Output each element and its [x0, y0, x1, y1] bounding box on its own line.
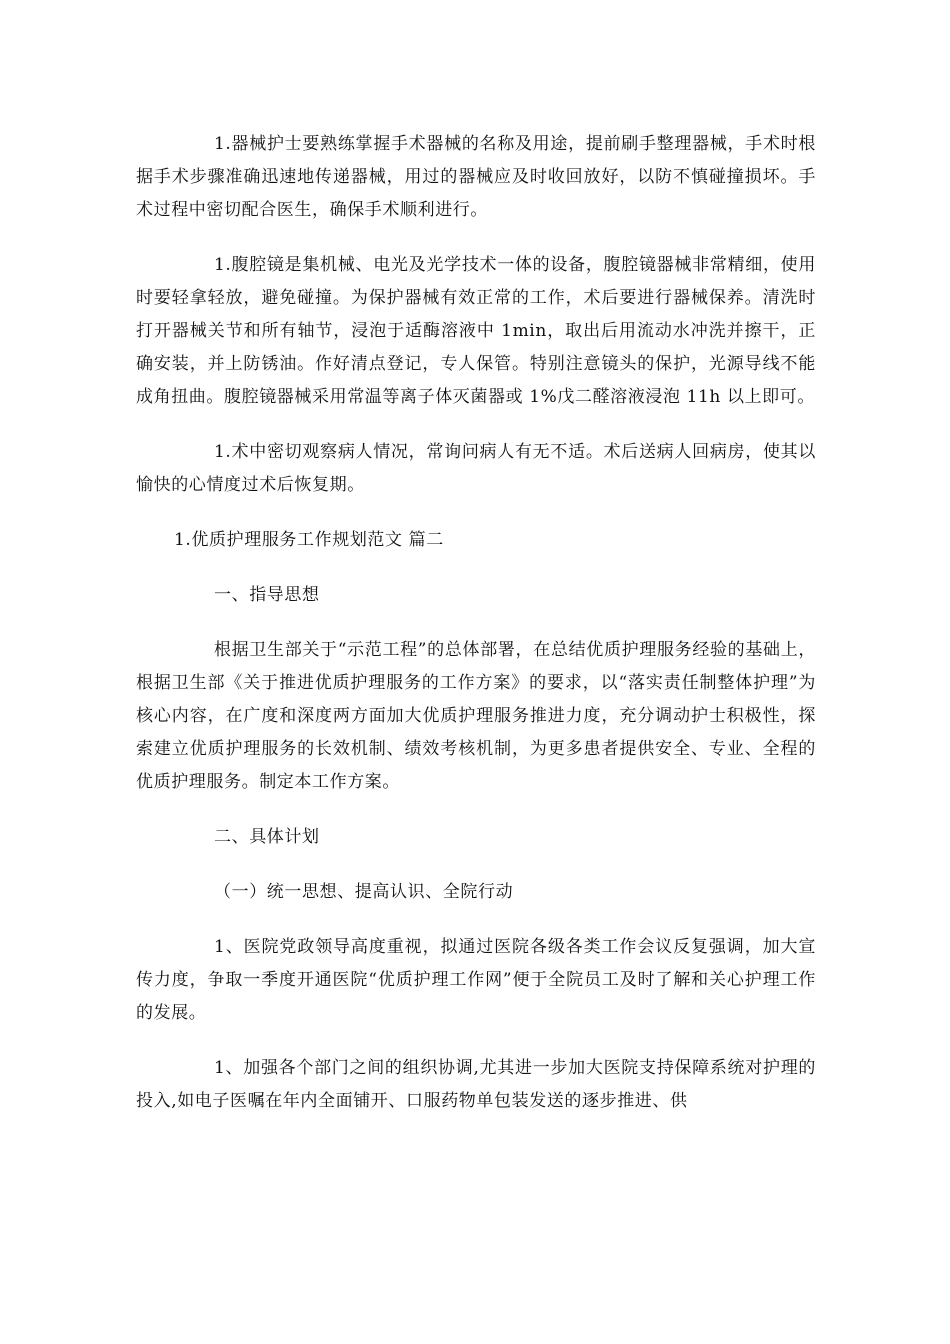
section-title: 1.优质护理服务工作规划范文 篇二	[174, 530, 444, 550]
paragraph-instrument-nurse: 1.器械护士要熟练掌握手术器械的名称及用途，提前刷手整理器械，手术时根据手术步骤准确迅速地传递器械，用过的器械应及时收回放好，以防不慎碰撞损坏。手术过程中密切配合医生，确保手术顺利进行。	[136, 134, 816, 220]
subheading-unify-thinking: （一）统一思想、提高认识、全院行动	[214, 882, 514, 902]
paragraph-patient-observation: 1.术中密切观察病人情况，常询问病人有无不适。术后送病人回病房，使其以愉快的心情度过术后恢复期。	[136, 442, 816, 495]
heading-specific-plan: 二、具体计划	[214, 827, 320, 847]
document-body	[136, 128, 816, 1140]
paragraph-laparoscope-care: 1.腹腔镜是集机械、电光及光学技术一体的设备，腹腔镜器械非常精细，使用时要轻拿轻放，避免碰撞。为保护器械有效正常的工作，术后要进行器械保养。清洗时打开器械关节和所有轴节，浸泡于适酶溶液中 1min，取出后用流动水冲洗并擦干，正确安装，并上防锈油。作好清点登记，专人保管。特别注意镜头的保护，光源导线不能成角扭曲。腹腔镜器械采用常温等离子体灭菌器或 1%戊二醛溶液浸泡 11h 以上即可。	[136, 255, 816, 407]
heading-guiding-ideology: 一、指导思想	[214, 585, 320, 605]
paragraph-coordination: 1、加强各个部门之间的组织协调,尤其进一步加大医院支持保障系统对护理的投入,如电子医嘱在年内全面铺开、口服药物单包装发送的逐步推进、供	[136, 1058, 816, 1111]
paragraph-guiding-ideology: 根据卫生部关于“示范工程”的总体部署，在总结优质护理服务经验的基础上，根据卫生部《关于推进优质护理服务的工作方案》的要求，以“落实责任制整体护理”为核心内容，在广度和深度两方面加大优质护理服务推进力度，充分调动护士积极性，探索建立优质护理服务的长效机制、绩效考核机制，为更多患者提供安全、专业、全程的优质护理服务。制定本工作方案。	[136, 640, 816, 792]
paragraph-leadership: 1、医院党政领导高度重视，拟通过医院各级各类工作会议反复强调，加大宣传力度，争取一季度开通医院“优质护理工作网”便于全院员工及时了解和关心护理工作的发展。	[136, 937, 816, 1023]
